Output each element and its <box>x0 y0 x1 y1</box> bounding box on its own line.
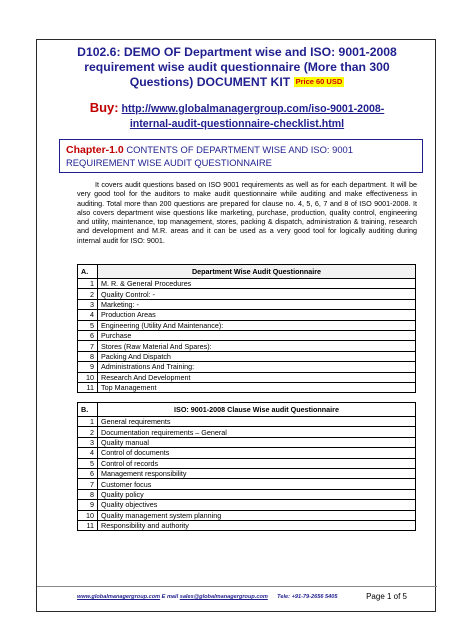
page-footer <box>37 586 437 611</box>
document-title <box>37 45 437 90</box>
row-text: Quality manual <box>98 437 416 447</box>
row-number: 10 <box>78 372 98 382</box>
row-number: 9 <box>78 500 98 510</box>
row-text: Stores (Raw Material And Spares): <box>98 341 416 351</box>
table-row <box>78 372 416 382</box>
row-number: 11 <box>78 520 98 530</box>
intro-paragraph: It covers audit questions based on ISO 9001 requirements as well as for each department. It will be very good tool for the auditors to make audit questionnaire while auditing and make effectiveness in auditing. Total more than 200 questions are prepared for clause no. 4, 5, 6, 7 and 8 of ISO 9001-2008. It also covers department wise questions like marketing, purchase, production, quality control, engineering and utility, maintenance, top management, stores, packing & dispatch, administration & training, research and development and M.R. areas and it can be used as a very good tool for logically auditing during internal audit for ISO: 9001. <box>77 180 417 245</box>
row-text: Production Areas <box>98 310 416 320</box>
table-header-row <box>78 265 416 279</box>
table-row <box>78 279 416 289</box>
footer-email-label: E mail <box>161 594 179 600</box>
title-line-1: D102.6: DEMO OF Department wise and ISO: 9001-2008 <box>77 45 397 59</box>
row-text: M. R. & General Procedures <box>98 279 416 289</box>
row-text: Customer focus <box>98 479 416 489</box>
row-text: Control of records <box>98 458 416 468</box>
table-heading: Department Wise Audit Questionnaire <box>98 265 416 279</box>
row-number: 5 <box>78 458 98 468</box>
row-number: 8 <box>78 489 98 499</box>
price-badge: Price 60 USD <box>295 77 343 86</box>
table-row <box>78 417 416 427</box>
table-row <box>78 489 416 499</box>
buy-section <box>37 100 437 132</box>
row-number: 9 <box>78 362 98 372</box>
row-text: Packing And Dispatch <box>98 351 416 361</box>
chapter-title-line-2: REQUIREMENT WISE AUDIT QUESTIONNAIRE <box>66 156 272 168</box>
buy-link-line-2[interactable]: internal-audit-questionnaire-checklist.html <box>129 118 345 130</box>
table-row <box>78 382 416 392</box>
table-row <box>78 289 416 299</box>
buy-link-line-1[interactable]: http://www.globalmanagergroup.com/iso-9001-2008- <box>121 103 385 115</box>
table-row <box>78 427 416 437</box>
row-number: 3 <box>78 437 98 447</box>
row-number: 7 <box>78 341 98 351</box>
row-text: Quality objectives <box>98 500 416 510</box>
row-number: 2 <box>78 289 98 299</box>
footer-website-link[interactable]: www.globalmanagergroup.com <box>77 594 161 600</box>
row-number: 1 <box>78 417 98 427</box>
chapter-heading-box <box>59 139 423 173</box>
row-number: 6 <box>78 330 98 340</box>
table-row <box>78 362 416 372</box>
row-number: 10 <box>78 510 98 520</box>
table-row <box>78 330 416 340</box>
row-text: Purchase <box>98 330 416 340</box>
page-number: Page 1 of 5 <box>366 592 407 601</box>
row-number: 3 <box>78 299 98 309</box>
row-text: Research And Development <box>98 372 416 382</box>
row-number: 5 <box>78 320 98 330</box>
table-row <box>78 479 416 489</box>
row-number: 11 <box>78 382 98 392</box>
row-number: 4 <box>78 310 98 320</box>
row-text: Documentation requirements – General <box>98 427 416 437</box>
document-page <box>36 39 436 612</box>
footer-contact <box>77 594 377 600</box>
row-text: Administrations And Training: <box>98 362 416 372</box>
row-text: Quality Control: - <box>98 289 416 299</box>
table-row <box>78 310 416 320</box>
table-row <box>78 437 416 447</box>
footer-email-link[interactable]: sales@globalmanagergroup.com <box>179 594 268 600</box>
table-row <box>78 510 416 520</box>
row-text: Top Management <box>98 382 416 392</box>
buy-label: Buy: <box>89 100 119 115</box>
table-row <box>78 458 416 468</box>
section-label: A. <box>78 265 98 279</box>
section-label: B. <box>78 403 98 417</box>
table-row <box>78 351 416 361</box>
row-text: Quality management system planning <box>98 510 416 520</box>
chapter-number: Chapter-1.0 <box>66 144 124 156</box>
table-heading: ISO: 9001-2008 Clause Wise audit Questionnaire <box>98 403 416 417</box>
title-line-2: requirement wise audit questionnaire (More than 300 <box>84 60 390 74</box>
row-text: Engineering (Utility And Maintenance): <box>98 320 416 330</box>
table-header-row <box>78 403 416 417</box>
table-row <box>78 500 416 510</box>
row-text: Control of documents <box>98 448 416 458</box>
title-line-3-text: Questions) DOCUMENT KIT <box>129 75 291 89</box>
row-text: Management responsibility <box>98 468 416 478</box>
table-row <box>78 448 416 458</box>
footer-tele: Tele: +91-79-2656 5405 <box>277 594 338 600</box>
chapter-title-line-1: CONTENTS OF DEPARTMENT WISE AND ISO: 9001 <box>126 144 353 155</box>
title-line-3 <box>37 75 437 90</box>
row-text: Marketing: - <box>98 299 416 309</box>
row-text: General requirements <box>98 417 416 427</box>
table-row <box>78 520 416 530</box>
row-number: 6 <box>78 468 98 478</box>
table-row <box>78 299 416 309</box>
table-row <box>78 341 416 351</box>
row-number: 2 <box>78 427 98 437</box>
row-number: 7 <box>78 479 98 489</box>
department-wise-table <box>77 264 416 393</box>
table-row <box>78 320 416 330</box>
row-number: 4 <box>78 448 98 458</box>
row-number: 1 <box>78 279 98 289</box>
row-number: 8 <box>78 351 98 361</box>
row-text: Quality policy <box>98 489 416 499</box>
table-row <box>78 468 416 478</box>
clause-wise-table <box>77 402 416 531</box>
row-text: Responsibility and authority <box>98 520 416 530</box>
